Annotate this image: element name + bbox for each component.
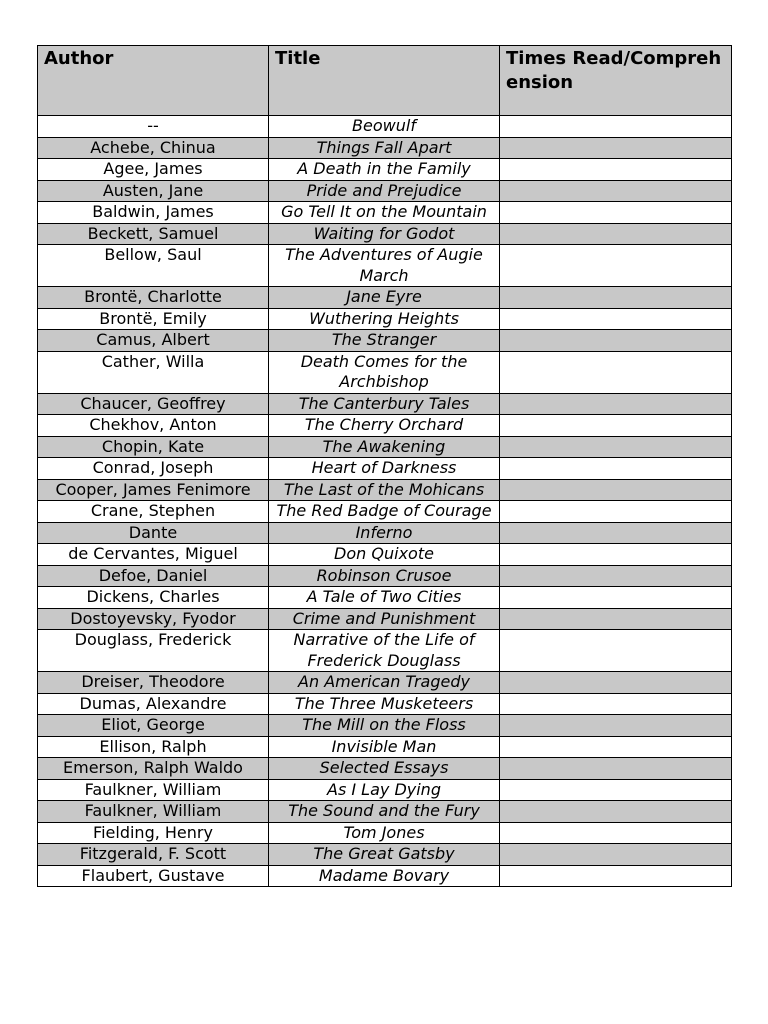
author-cell: Bellow, Saul — [38, 245, 269, 287]
times-read-cell — [500, 436, 732, 458]
table-row — [38, 758, 732, 780]
table-row — [38, 501, 732, 523]
table-row — [38, 393, 732, 415]
author-cell: Baldwin, James — [38, 202, 269, 224]
times-read-cell — [500, 458, 732, 480]
author-cell: Fitzgerald, F. Scott — [38, 844, 269, 866]
author-cell: Dante — [38, 522, 269, 544]
table-row — [38, 587, 732, 609]
table-row — [38, 287, 732, 309]
times-read-cell — [500, 308, 732, 330]
author-cell: Beckett, Samuel — [38, 223, 269, 245]
table-row — [38, 565, 732, 587]
author-cell: Conrad, Joseph — [38, 458, 269, 480]
times-read-cell — [500, 844, 732, 866]
table-row — [38, 436, 732, 458]
title-cell: Wuthering Heights — [269, 308, 500, 330]
title-cell: Selected Essays — [269, 758, 500, 780]
title-cell: The Awakening — [269, 436, 500, 458]
table-row — [38, 330, 732, 352]
table-row — [38, 672, 732, 694]
table-row — [38, 351, 732, 393]
times-read-cell — [500, 159, 732, 181]
title-cell: The Three Musketeers — [269, 693, 500, 715]
table-row — [38, 137, 732, 159]
times-read-cell — [500, 801, 732, 823]
table-row — [38, 736, 732, 758]
author-cell: Cooper, James Fenimore — [38, 479, 269, 501]
table-row — [38, 608, 732, 630]
title-cell: Robinson Crusoe — [269, 565, 500, 587]
times-read-cell — [500, 587, 732, 609]
times-read-cell — [500, 330, 732, 352]
times-read-column-header: Times Read/Comprehension — [500, 46, 732, 116]
author-cell: Chaucer, Geoffrey — [38, 393, 269, 415]
header-row — [38, 46, 732, 116]
table-row — [38, 245, 732, 287]
author-cell: Brontë, Emily — [38, 308, 269, 330]
times-read-cell — [500, 565, 732, 587]
author-cell: Agee, James — [38, 159, 269, 181]
times-read-cell — [500, 630, 732, 672]
table-body — [38, 116, 732, 887]
author-cell: -- — [38, 116, 269, 138]
table-row — [38, 458, 732, 480]
times-read-cell — [500, 501, 732, 523]
title-cell: Heart of Darkness — [269, 458, 500, 480]
author-cell: Crane, Stephen — [38, 501, 269, 523]
author-cell: Dostoyevsky, Fyodor — [38, 608, 269, 630]
title-cell: The Last of the Mohicans — [269, 479, 500, 501]
title-cell: Beowulf — [269, 116, 500, 138]
times-read-cell — [500, 865, 732, 887]
table-row — [38, 693, 732, 715]
title-cell: As I Lay Dying — [269, 779, 500, 801]
author-cell: de Cervantes, Miguel — [38, 544, 269, 566]
table-row — [38, 844, 732, 866]
times-read-cell — [500, 672, 732, 694]
table-row — [38, 180, 732, 202]
times-read-cell — [500, 779, 732, 801]
title-cell: The Mill on the Floss — [269, 715, 500, 737]
table-row — [38, 865, 732, 887]
author-cell: Chopin, Kate — [38, 436, 269, 458]
table-row — [38, 715, 732, 737]
times-read-cell — [500, 479, 732, 501]
author-cell: Flaubert, Gustave — [38, 865, 269, 887]
author-cell: Camus, Albert — [38, 330, 269, 352]
times-read-cell — [500, 287, 732, 309]
times-read-cell — [500, 116, 732, 138]
times-read-cell — [500, 758, 732, 780]
title-cell: The Canterbury Tales — [269, 393, 500, 415]
table-row — [38, 522, 732, 544]
title-cell: The Stranger — [269, 330, 500, 352]
author-cell: Ellison, Ralph — [38, 736, 269, 758]
author-cell: Defoe, Daniel — [38, 565, 269, 587]
title-cell: Invisible Man — [269, 736, 500, 758]
title-cell: A Tale of Two Cities — [269, 587, 500, 609]
title-cell: Narrative of the Life of Frederick Douglass — [269, 630, 500, 672]
times-read-cell — [500, 137, 732, 159]
title-cell: The Sound and the Fury — [269, 801, 500, 823]
title-cell: Waiting for Godot — [269, 223, 500, 245]
author-cell: Dreiser, Theodore — [38, 672, 269, 694]
table-row — [38, 801, 732, 823]
title-cell: Inferno — [269, 522, 500, 544]
title-column-header: Title — [269, 46, 500, 116]
author-cell: Douglass, Frederick — [38, 630, 269, 672]
times-read-cell — [500, 693, 732, 715]
author-cell: Dumas, Alexandre — [38, 693, 269, 715]
title-cell: Pride and Prejudice — [269, 180, 500, 202]
times-read-cell — [500, 715, 732, 737]
author-cell: Faulkner, William — [38, 801, 269, 823]
author-cell: Fielding, Henry — [38, 822, 269, 844]
reading-list-table — [37, 45, 732, 887]
times-read-cell — [500, 415, 732, 437]
title-cell: Things Fall Apart — [269, 137, 500, 159]
times-read-cell — [500, 522, 732, 544]
title-cell: Crime and Punishment — [269, 608, 500, 630]
title-cell: The Great Gatsby — [269, 844, 500, 866]
times-read-cell — [500, 223, 732, 245]
title-cell: A Death in the Family — [269, 159, 500, 181]
author-cell: Eliot, George — [38, 715, 269, 737]
times-read-cell — [500, 544, 732, 566]
title-cell: The Adventures of Augie March — [269, 245, 500, 287]
table-row — [38, 479, 732, 501]
table-row — [38, 202, 732, 224]
author-cell: Chekhov, Anton — [38, 415, 269, 437]
table-row — [38, 116, 732, 138]
table-row — [38, 415, 732, 437]
author-cell: Faulkner, William — [38, 779, 269, 801]
table-row — [38, 544, 732, 566]
title-cell: The Cherry Orchard — [269, 415, 500, 437]
times-read-cell — [500, 822, 732, 844]
times-read-cell — [500, 351, 732, 393]
title-cell: Go Tell It on the Mountain — [269, 202, 500, 224]
table-row — [38, 308, 732, 330]
table-row — [38, 779, 732, 801]
title-cell: Death Comes for the Archbishop — [269, 351, 500, 393]
author-cell: Achebe, Chinua — [38, 137, 269, 159]
table-row — [38, 822, 732, 844]
author-cell: Austen, Jane — [38, 180, 269, 202]
title-cell: The Red Badge of Courage — [269, 501, 500, 523]
author-cell: Dickens, Charles — [38, 587, 269, 609]
times-read-cell — [500, 202, 732, 224]
author-column-header: Author — [38, 46, 269, 116]
times-read-cell — [500, 393, 732, 415]
table-row — [38, 159, 732, 181]
title-cell: Madame Bovary — [269, 865, 500, 887]
author-cell: Brontë, Charlotte — [38, 287, 269, 309]
author-cell: Cather, Willa — [38, 351, 269, 393]
title-cell: Tom Jones — [269, 822, 500, 844]
title-cell: Jane Eyre — [269, 287, 500, 309]
times-read-cell — [500, 736, 732, 758]
table-row — [38, 223, 732, 245]
title-cell: Don Quixote — [269, 544, 500, 566]
times-read-cell — [500, 245, 732, 287]
times-read-cell — [500, 608, 732, 630]
times-read-cell — [500, 180, 732, 202]
title-cell: An American Tragedy — [269, 672, 500, 694]
table-row — [38, 630, 732, 672]
author-cell: Emerson, Ralph Waldo — [38, 758, 269, 780]
